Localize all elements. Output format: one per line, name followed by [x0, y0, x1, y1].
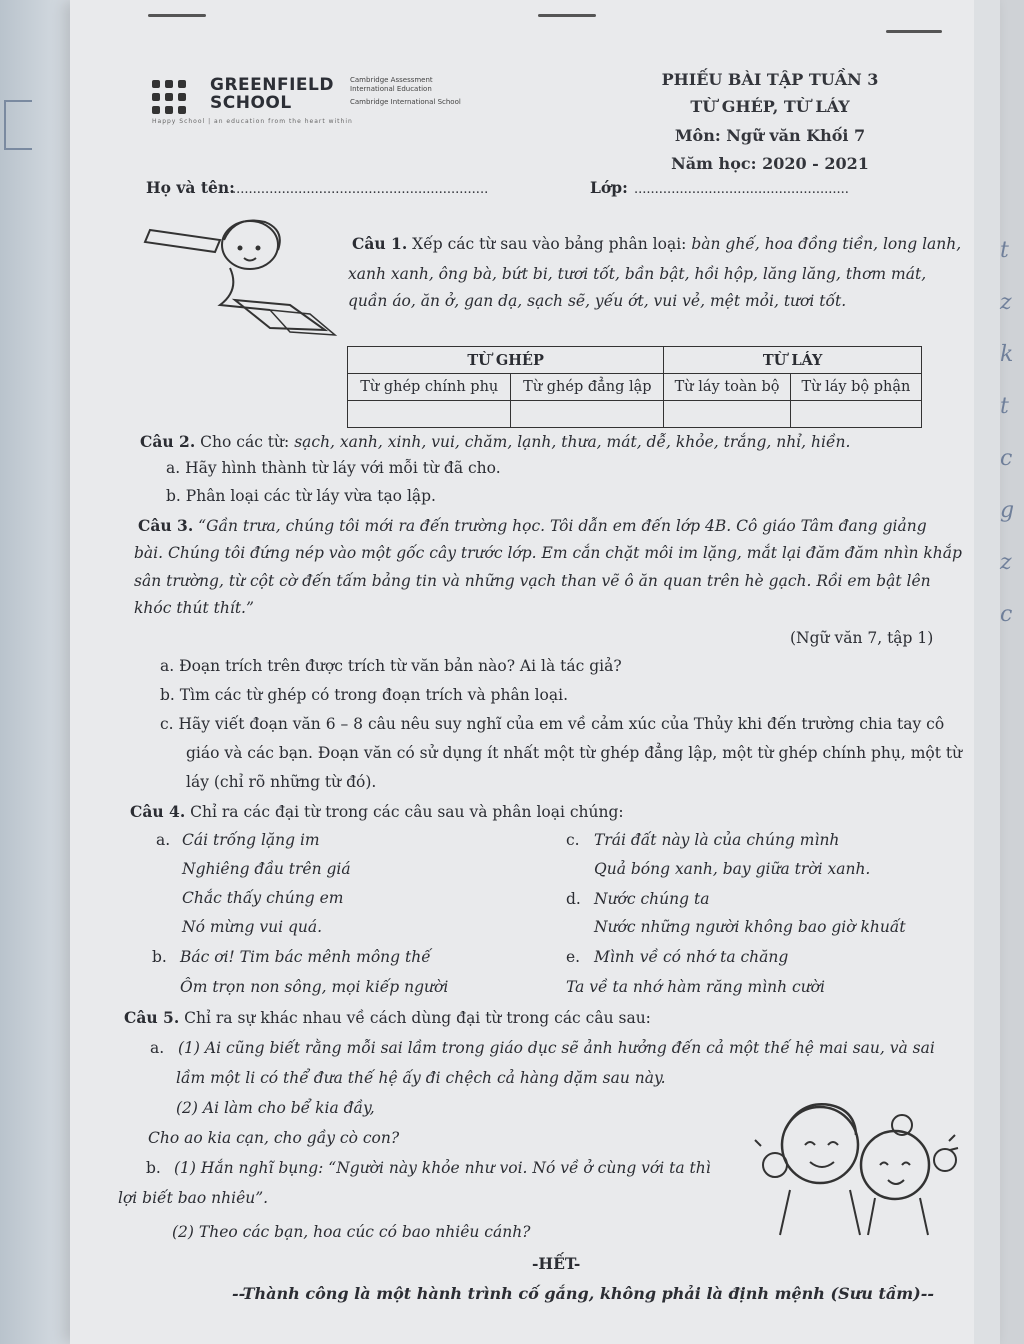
top-mark-2 [538, 14, 596, 17]
top-mark-1 [148, 14, 206, 17]
q4-b-marker: b. [152, 948, 167, 966]
school-tagline: Happy School | an education from the heart within [152, 118, 353, 125]
closing-quote: --Thành công là một hành trình cố gắng, không phải là định mệnh (Sưu tầm)-- [232, 1284, 935, 1303]
q1-text: Xếp các từ sau vào bảng phân loại: [412, 235, 687, 253]
reading-girl-illustration [140, 210, 340, 340]
cambridge-line1: Cambridge Assessment [350, 76, 433, 84]
q4-e-line1: Mình về có nhớ ta chăng [594, 948, 789, 966]
q5-a-marker: a. [150, 1039, 165, 1057]
table-head-tu-lay: TỪ LÁY [664, 347, 922, 374]
q5-text: Chỉ ra sự khác nhau về cách dùng đại từ trong các câu sau: [184, 1009, 651, 1027]
q2-b: b. Phân loại các từ láy vừa tạo lập. [166, 487, 436, 505]
q5-intro [124, 1008, 651, 1028]
q4-e-marker: e. [566, 948, 581, 966]
name-label: Họ và tên: [146, 178, 235, 197]
q4-d-marker: d. [566, 890, 581, 908]
table-cell-empty[interactable] [511, 401, 664, 428]
table-sub-ghep-chinh-phu: Từ ghép chính phụ [348, 374, 511, 401]
q2-text: Cho các từ: [200, 433, 290, 451]
q3-c-line2: giáo và các bạn. Đoạn văn có sử dụng ít nhất một từ ghép đẳng lập, một từ ghép chính phụ, một từ [186, 744, 963, 762]
q4-d-line1: Nước chúng ta [594, 890, 710, 908]
q3-excerpt-line1: “Gần trưa, chúng tôi mới ra đến trường học. Tôi dẫn em đến lớp 4B. Cô giáo Tâm đang giảng [198, 517, 927, 535]
q3-line1 [138, 516, 927, 536]
q3-excerpt-line4: khóc thút thít.” [134, 599, 254, 617]
q5-a-line4: Cho ao kia cạn, cho gầy cò con? [148, 1129, 400, 1147]
class-field[interactable]: .................................................... [634, 182, 849, 197]
q3-c-line1: c. Hãy viết đoạn văn 6 – 8 câu nêu suy nghĩ của em về cảm xúc của Thủy khi đến trường chia tay cô [160, 715, 945, 733]
q5-a-line2: lầm một li có thể đưa thế hệ ấy đi chệch cả hàng dặm sau này. [176, 1069, 666, 1087]
table-head-tu-ghep: TỪ GHÉP [348, 347, 664, 374]
table-cell-empty[interactable] [664, 401, 791, 428]
school-name-line1: GREENFIELD [210, 75, 334, 95]
table-sub-lay-bo-phan: Từ láy bộ phận [790, 374, 921, 401]
q3-c-line3: láy (chỉ rõ những từ đó). [186, 773, 377, 791]
q2-words: sạch, xanh, xinh, vui, chăm, lạnh, thưa, mát, dễ, khỏe, trắng, nhỉ, hiền. [294, 433, 851, 451]
q4-c-line1: Trái đất này là của chúng mình [594, 831, 840, 849]
q5-b-line3: (2) Theo các bạn, hoa cúc có bao nhiêu cánh? [172, 1223, 531, 1241]
cambridge-logo [350, 76, 461, 107]
classification-table [347, 346, 922, 428]
name-field[interactable]: .............................................................. [232, 182, 489, 197]
top-mark-3 [886, 30, 942, 33]
table-sub-lay-toan-bo: Từ láy toàn bộ [664, 374, 791, 401]
q4-text: Chỉ ra các đại từ trong các câu sau và phân loại chúng: [190, 803, 624, 821]
q4-a-line3: Chắc thấy chúng em [182, 889, 344, 907]
right-margin-handwriting: t z k t c g z c [1000, 238, 1015, 627]
cheering-kids-illustration [750, 1090, 970, 1240]
table-cell-empty[interactable] [348, 401, 511, 428]
q4-c-marker: c. [566, 831, 580, 849]
adjacent-page-left [0, 0, 70, 1344]
end-marker: -HẾT- [532, 1254, 581, 1273]
q2-intro [140, 432, 850, 452]
cambridge-line2: International Education [350, 85, 432, 93]
school-name [210, 76, 334, 112]
q5-b-marker: b. [146, 1159, 161, 1177]
class-label: Lớp: [590, 178, 628, 197]
worksheet-topic: TỪ GHÉP, TỪ LÁY [690, 97, 850, 116]
worksheet-title: PHIẾU BÀI TẬP TUẦN 3 [661, 70, 879, 89]
q3-excerpt-line3: sân trường, từ cột cờ đến tấm bảng tin và những vạch than vẽ ô ăn quan trên hè gạch. Rồi em bật lên [134, 572, 931, 590]
subject-grade: Môn: Ngữ văn Khối 7 [674, 126, 866, 145]
q4-d-line2: Nước những người không bao giờ khuất [594, 918, 906, 936]
q5-a-line1: (1) Ai cũng biết rằng mỗi sai lầm trong giáo dục sẽ ảnh hưởng đến cả một thế hệ mai sau, và sai [178, 1039, 935, 1057]
left-margin-bracket [4, 100, 32, 150]
q4-a-line4: Nó mừng vui quá. [182, 918, 323, 936]
cambridge-line3: Cambridge International School [350, 98, 461, 106]
q1-intro [352, 234, 961, 254]
q5-label: Câu 5. [124, 1008, 180, 1027]
q1-words-line2: xanh xanh, ông bà, bứt bi, tươi tốt, bần bật, hồi hộp, lăng lăng, thơm mát, [348, 265, 927, 283]
q5-b-line2: lợi biết bao nhiêu”. [118, 1189, 269, 1207]
q2-a: a. Hãy hình thành từ láy với mỗi từ đã cho. [166, 459, 501, 477]
q4-intro [130, 802, 624, 822]
q1-label: Câu 1. [352, 234, 408, 253]
school-year: Năm học: 2020 - 2021 [671, 154, 869, 173]
q3-source: (Ngữ văn 7, tập 1) [790, 629, 934, 647]
table-cell-empty[interactable] [790, 401, 921, 428]
q4-a-line2: Nghiêng đầu trên giá [182, 860, 351, 878]
page-edge [974, 0, 1000, 1344]
q4-a-line1: Cái trống lặng im [182, 831, 320, 849]
q1-words-line1: bàn ghế, hoa đồng tiền, long lanh, [691, 235, 962, 253]
q5-b-line1: (1) Hắn nghĩ bụng: “Người này khỏe như voi. Nó về ở cùng với ta thì [174, 1159, 711, 1177]
q3-label: Câu 3. [138, 516, 194, 535]
q2-label: Câu 2. [140, 432, 196, 451]
q5-a-line3: (2) Ai làm cho bể kia đầy, [176, 1099, 375, 1117]
q1-words-line3: quần áo, ăn ở, gan dạ, sạch sẽ, yếu ớt, vui vẻ, mệt mỏi, tươi tốt. [348, 292, 847, 310]
q3-excerpt-line2: bài. Chúng tôi đứng nép vào một gốc cây trước lớp. Em cắn chặt môi im lặng, mắt lại đăm đăm nhìn khắp [134, 544, 962, 562]
q4-b-line2: Ôm trọn non sông, mọi kiếp người [180, 978, 449, 996]
school-logo-icon [152, 80, 188, 116]
q4-b-line1: Bác ơi! Tim bác mênh mông thế [180, 948, 431, 966]
table-sub-ghep-dang-lap: Từ ghép đẳng lập [511, 374, 664, 401]
q4-c-line2: Quả bóng xanh, bay giữa trời xanh. [594, 860, 871, 878]
q3-a: a. Đoạn trích trên được trích từ văn bản nào? Ai là tác giả? [160, 657, 622, 675]
school-name-line2: SCHOOL [210, 93, 292, 113]
q4-a-marker: a. [156, 831, 171, 849]
q4-label: Câu 4. [130, 802, 186, 821]
q3-b: b. Tìm các từ ghép có trong đoạn trích và phân loại. [160, 686, 569, 704]
q4-e-line2: Ta về ta nhớ hàm răng mình cười [566, 978, 825, 996]
